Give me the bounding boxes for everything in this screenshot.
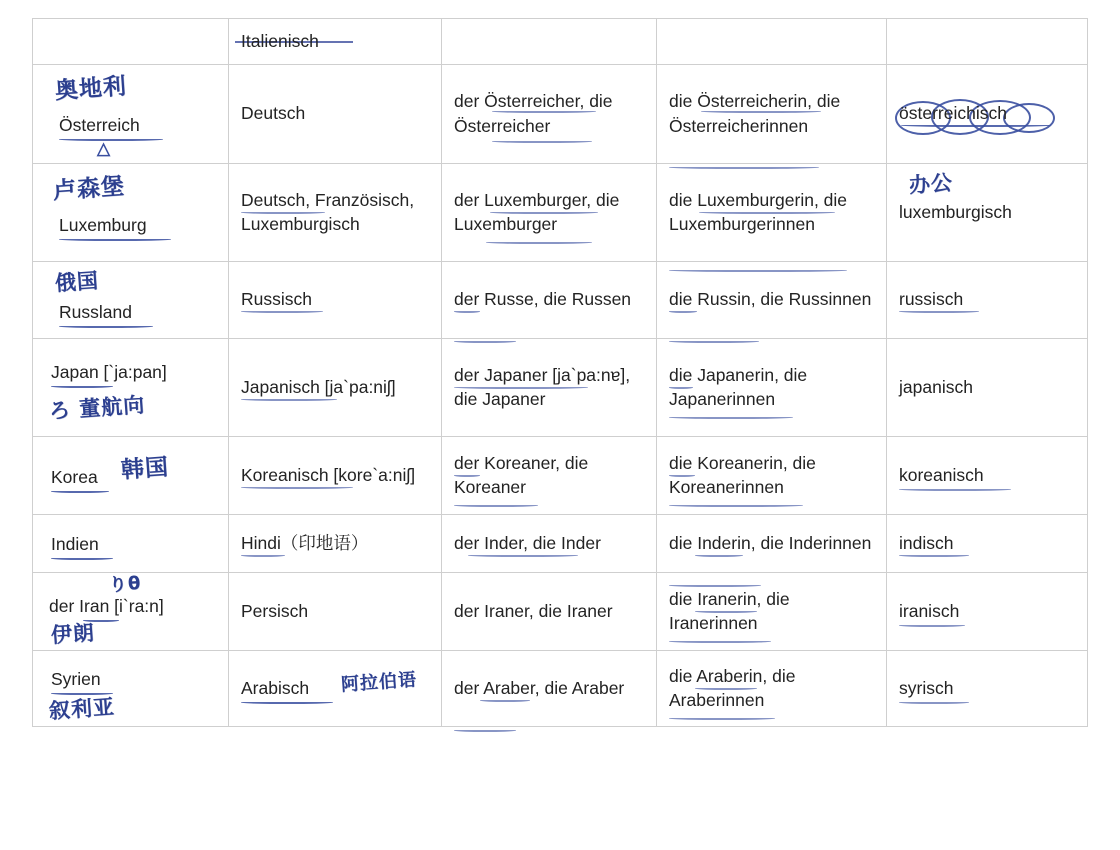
underline-mark — [669, 716, 775, 720]
language-text: Arabisch — [241, 677, 310, 698]
female-text: die Österreicherin, die Österreicherinnen — [669, 91, 841, 136]
underline-mark — [899, 623, 965, 627]
underline-mark — [899, 553, 969, 557]
underline-mark — [241, 210, 325, 214]
country-text: Syrien — [51, 669, 101, 690]
adjective-text: japanisch — [899, 376, 973, 397]
language-text: Deutsch — [241, 103, 306, 124]
adjective-text: indisch — [899, 532, 954, 553]
cell-adjective — [887, 514, 1088, 572]
underline-mark — [454, 385, 588, 389]
male-text: der Inder, die Inder — [454, 532, 601, 553]
adjective-text: iranisch — [899, 600, 960, 621]
underline-mark — [695, 609, 757, 613]
underline-mark — [669, 503, 803, 507]
handwriting-annotation-cjk: 办公 — [908, 170, 954, 198]
handwriting-annotation-cjk: 伊朗 — [50, 620, 96, 648]
underline-mark — [492, 139, 592, 143]
table-row — [33, 261, 1088, 338]
female-text: die Iranerin, die Iranerinnen — [669, 588, 790, 634]
underline-mark — [901, 123, 1051, 127]
language-text: Persisch — [241, 600, 309, 621]
table-row — [33, 64, 1088, 163]
male-text: der Iraner, die Iraner — [454, 600, 613, 621]
cell-adjective — [887, 261, 1088, 338]
cell-adjective — [887, 338, 1088, 436]
table-row — [33, 338, 1088, 436]
cell-female — [657, 64, 887, 163]
cell-male — [442, 572, 657, 650]
cell-country — [33, 163, 229, 261]
cell-male — [442, 338, 657, 436]
handwriting-annotation-cjk: 卢森堡 — [52, 173, 126, 205]
country-text: der Iran [i`ra:n] — [49, 596, 164, 617]
cell-male — [442, 163, 657, 261]
underline-mark — [669, 473, 695, 477]
country-text: Luxemburg — [59, 215, 147, 236]
cell-country — [33, 514, 229, 572]
country-text: Russland — [59, 301, 132, 322]
table-row — [33, 514, 1088, 572]
underline-mark — [454, 728, 516, 732]
cell-country — [33, 436, 229, 514]
female-text: die Inderin, die Inderinnen — [669, 532, 872, 553]
underline-mark — [669, 385, 693, 389]
triangle-mark: △ — [97, 138, 111, 158]
underline-mark — [695, 686, 757, 690]
cell-male — [442, 261, 657, 338]
cell-female — [657, 572, 887, 650]
language-text: Japanisch [ja`pa:niʃ] — [241, 376, 396, 397]
underline-mark — [490, 210, 598, 214]
cell-language — [229, 572, 442, 650]
country-text: Österreich — [59, 114, 140, 135]
language-text: Italienisch — [241, 31, 319, 51]
cell-adjective — [887, 650, 1088, 726]
table-row — [33, 650, 1088, 726]
female-text: die Japanerin, die Japanerinnen — [669, 364, 808, 410]
underline-mark — [241, 309, 323, 313]
handwriting-annotation-cjk: 韩国 — [120, 454, 170, 484]
male-text: der Koreaner, die Koreaner — [454, 452, 589, 498]
cell-language — [229, 650, 442, 726]
underline-mark — [899, 309, 979, 313]
cell-adjective — [887, 19, 1088, 65]
vocabulary-table — [32, 18, 1088, 727]
cell-country — [33, 261, 229, 338]
cell-adjective — [887, 163, 1088, 261]
cell-language — [229, 261, 442, 338]
cell-male — [442, 19, 657, 65]
cell-female — [657, 650, 887, 726]
underline-mark — [480, 698, 530, 702]
underline-mark — [669, 309, 697, 313]
country-text: Indien — [51, 534, 99, 555]
cell-country — [33, 572, 229, 650]
underline-mark — [241, 553, 285, 557]
underline-mark — [486, 240, 592, 244]
cell-adjective — [887, 436, 1088, 514]
underline-mark — [241, 397, 337, 401]
adjective-text: russisch — [899, 289, 964, 310]
cell-adjective — [887, 572, 1088, 650]
underline-mark — [699, 210, 835, 214]
handwriting-annotation: りθ — [108, 573, 143, 597]
underline-mark — [241, 485, 353, 489]
underline-mark — [454, 503, 538, 507]
handwriting-annotation-cjk: ろ 董航向 — [48, 393, 146, 424]
handwriting-annotation-cjk: 阿拉伯语 — [340, 669, 418, 696]
adjective-text: syrisch — [899, 677, 954, 698]
underline-mark — [454, 473, 480, 477]
underline-mark — [454, 309, 480, 313]
cell-male — [442, 514, 657, 572]
language-text: Russisch — [241, 289, 312, 310]
cell-language — [229, 514, 442, 572]
cell-language — [229, 338, 442, 436]
country-text: Korea — [51, 467, 98, 488]
underline-mark — [695, 553, 743, 557]
country-text: Japan [`ja:pan] — [51, 362, 167, 383]
language-text: Hindi（印地语） — [241, 532, 369, 553]
male-text: der Luxemburger, die Luxemburger — [454, 189, 620, 235]
male-text: der Österreicher, die Österreicher — [454, 91, 613, 136]
adjective-text: koreanisch — [899, 464, 984, 485]
adjective-text: luxemburgisch — [899, 201, 1012, 222]
cell-female — [657, 338, 887, 436]
cell-female — [657, 19, 887, 65]
table-row — [33, 436, 1088, 514]
table-row — [33, 572, 1088, 650]
male-text: der Japaner [ja`pa:nɐ], die Japaner — [454, 364, 631, 410]
male-text: der Russe, die Russen — [454, 289, 632, 310]
document-page — [0, 18, 1120, 850]
underline-mark — [669, 639, 771, 643]
female-text: die Araberin, die Araberinnen — [669, 665, 796, 711]
cell-female — [657, 261, 887, 338]
underline-mark — [241, 700, 333, 704]
underline-mark — [899, 487, 1011, 491]
underline-mark — [899, 700, 969, 704]
cell-female — [657, 163, 887, 261]
female-text: die Koreanerin, die Koreanerinnen — [669, 452, 816, 498]
handwriting-annotation-cjk: 奥地利 — [54, 73, 128, 105]
adjective-text: österreichisch — [899, 103, 1007, 124]
cell-country — [33, 650, 229, 726]
female-text: die Luxemburgerin, die Luxemburgerinnen — [669, 189, 848, 235]
language-text: Koreanisch [kore`a:niʃ] — [241, 464, 416, 485]
cell-country — [33, 64, 229, 163]
cell-language — [229, 163, 442, 261]
underline-mark — [669, 415, 793, 419]
cell-male — [442, 650, 657, 726]
language-text: Deutsch, Französisch, Luxemburgisch — [241, 189, 415, 235]
cell-female — [657, 436, 887, 514]
cell-country — [33, 338, 229, 436]
cell-country — [33, 19, 229, 65]
cell-language — [229, 64, 442, 163]
cell-female — [657, 514, 887, 572]
table-row — [33, 163, 1088, 261]
male-text: der Araber, die Araber — [454, 677, 625, 698]
female-text: die Russin, die Russinnen — [669, 289, 872, 310]
cell-language — [229, 19, 442, 65]
handwriting-annotation-cjk: 叙利亚 — [48, 695, 116, 724]
cell-male — [442, 64, 657, 163]
table-row — [33, 19, 1088, 65]
cell-adjective — [887, 64, 1088, 163]
handwriting-annotation-cjk: 俄国 — [54, 268, 100, 296]
underline-mark — [468, 553, 578, 557]
cell-male — [442, 436, 657, 514]
cell-language — [229, 436, 442, 514]
